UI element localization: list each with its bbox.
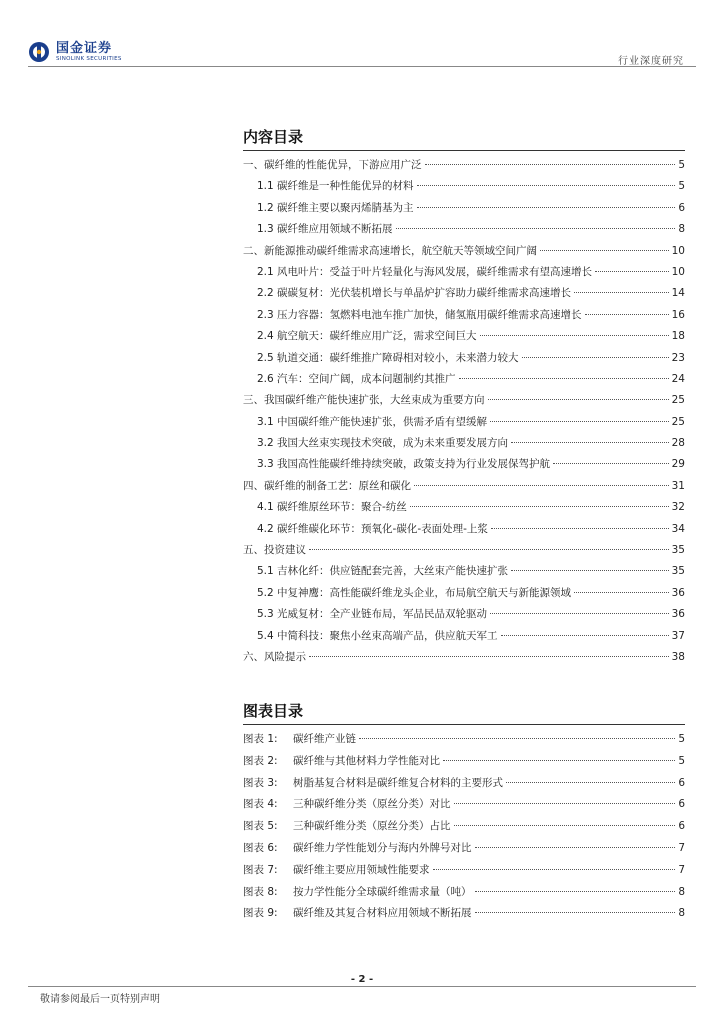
report-type-label: 行业深度研究 xyxy=(618,56,684,67)
toc-page-number: 31 xyxy=(671,479,685,492)
toc-page-number: 35 xyxy=(671,565,685,578)
toc-page-number: 35 xyxy=(671,544,685,557)
figure-leader-dots xyxy=(359,738,675,739)
toc-leader-dots xyxy=(540,250,669,251)
figure-index-link[interactable] xyxy=(243,731,685,753)
toc-section-link[interactable] xyxy=(243,521,685,542)
toc-entry-label: 五、投资建议 xyxy=(243,544,306,557)
toc-entry-label: 3.2 我国大丝束实现技术突破，成为未来重要发展方向 xyxy=(257,437,509,450)
logo-english-name: SINOLINK SECURITIES xyxy=(56,55,122,62)
figure-number: 图表 8: xyxy=(243,885,278,898)
toc-entry-label: 1.2 碳纤维主要以聚丙烯腈基为主 xyxy=(257,201,414,214)
figure-index-link[interactable] xyxy=(243,884,685,906)
toc-chapter-link[interactable] xyxy=(243,542,685,563)
toc-section-link[interactable] xyxy=(243,435,685,456)
figure-number: 图表 2: xyxy=(243,754,278,767)
figure-page-number: 5 xyxy=(678,733,685,745)
toc-leader-dots xyxy=(459,378,669,379)
figure-leader-dots xyxy=(433,869,676,870)
figure-page-number: 7 xyxy=(678,841,685,854)
toc-entry-label: 2.4 航空航天：碳纤维应用广泛，需求空间巨大 xyxy=(257,330,477,343)
toc-leader-dots xyxy=(511,570,669,571)
toc-entry-label: 2.6 汽车：空间广阔，成本问题制约其推广 xyxy=(257,372,456,385)
toc-leader-dots xyxy=(574,592,669,593)
toc-page-number: 36 xyxy=(671,586,685,599)
figure-page-number: 8 xyxy=(678,885,685,898)
toc-entry-label: 5.2 中复神鹰：高性能碳纤维龙头企业，布局航空航天与新能源领域 xyxy=(257,586,572,599)
toc-leader-dots xyxy=(511,442,669,443)
toc-entry-label: 二、新能源推动碳纤维需求高速增长，航空航天等领域空间广阔 xyxy=(243,244,537,257)
figure-leader-dots xyxy=(454,825,676,826)
toc-section-link[interactable] xyxy=(243,628,685,649)
toc-entry-label: 三、我国碳纤维产能快速扩张，大丝束成为重要方向 xyxy=(243,394,485,407)
figure-index-link[interactable] xyxy=(243,753,685,775)
toc-leader-dots xyxy=(480,335,669,336)
toc-section-link[interactable] xyxy=(243,200,685,221)
figure-title: 碳纤维及其复合材料应用领域不断拓展 xyxy=(293,907,472,920)
figure-number: 图表 9: xyxy=(243,907,278,920)
logo-chinese-name: 国金证券 xyxy=(56,40,113,56)
figure-title: 树脂基复合材料是碳纤维复合材料的主要形式 xyxy=(293,776,503,789)
figure-leader-dots xyxy=(443,760,675,761)
toc-page-number: 18 xyxy=(671,330,685,343)
toc-section-link[interactable] xyxy=(243,606,685,627)
figure-number: 图表 6: xyxy=(243,841,278,854)
toc-chapter-link[interactable] xyxy=(243,478,685,499)
toc-section-link[interactable] xyxy=(243,414,685,435)
toc-leader-dots xyxy=(309,656,669,657)
toc-page-number: 23 xyxy=(671,351,685,364)
toc-entry-label: 2.5 轨道交通：碳纤维推广障碍相对较小，未来潜力较大 xyxy=(257,351,519,364)
toc-page-number: 29 xyxy=(671,458,685,471)
toc-section-link[interactable] xyxy=(243,285,685,306)
figure-title: 三种碳纤维分类（原丝分类）对比 xyxy=(293,798,451,811)
disclaimer-note: 敬请参阅最后一页特别声明 xyxy=(40,994,160,1005)
company-logo xyxy=(28,41,122,63)
toc-leader-dots xyxy=(417,207,676,208)
toc-page-number: 25 xyxy=(671,415,685,428)
toc-title-rule xyxy=(243,150,685,151)
toc-leader-dots xyxy=(425,164,676,165)
figure-leader-dots xyxy=(475,891,676,892)
figure-number: 图表 1: xyxy=(243,733,278,745)
figure-page-number: 6 xyxy=(678,820,685,833)
toc-entry-label: 5.4 中简科技：聚焦小丝束高端产品，供应航天军工 xyxy=(257,629,498,642)
toc-section-link[interactable] xyxy=(243,328,685,349)
figure-page-number: 8 xyxy=(678,907,685,920)
toc-entry-label: 5.3 光威复材：全产业链布局，军品民品双轮驱动 xyxy=(257,608,488,621)
figure-index-link[interactable] xyxy=(243,796,685,818)
toc-entry-label: 3.1 中国碳纤维产能快速扩张，供需矛盾有望缓解 xyxy=(257,415,488,428)
toc-section-link[interactable] xyxy=(243,178,685,199)
toc-leader-dots xyxy=(396,228,676,229)
footer-divider xyxy=(28,986,696,987)
toc-entry-label: 六、风险提示 xyxy=(243,650,306,663)
toc-leader-dots xyxy=(553,463,669,464)
figure-index xyxy=(243,698,685,927)
toc-section-link[interactable] xyxy=(243,499,685,520)
figure-title: 碳纤维力学性能划分与海内外牌号对比 xyxy=(293,841,472,854)
toc-entry-label: 四、碳纤维的制备工艺：原丝和碳化 xyxy=(243,479,411,492)
toc-entry-label: 5.1 吉林化纤：供应链配套完善，大丝束产能快速扩张 xyxy=(257,565,509,578)
toc-leader-dots xyxy=(595,271,669,272)
toc-entry-label: 一、碳纤维的性能优异，下游应用广泛 xyxy=(243,159,422,171)
toc-list xyxy=(243,157,685,670)
figure-title: 按力学性能分全球碳纤维需求量（吨） xyxy=(293,885,472,898)
toc-page-number: 25 xyxy=(671,394,685,407)
toc-entry-label: 3.3 我国高性能碳纤维持续突破，政策支持为行业发展保驾护航 xyxy=(257,458,551,471)
figure-title: 碳纤维主要应用领域性能要求 xyxy=(293,863,430,876)
toc-leader-dots xyxy=(417,185,676,186)
figure-number: 图表 5: xyxy=(243,820,278,833)
figure-page-number: 7 xyxy=(678,863,685,876)
toc-chapter-link[interactable] xyxy=(243,157,685,178)
toc-section-link[interactable] xyxy=(243,264,685,285)
figure-list xyxy=(243,731,685,927)
figure-title: 碳纤维产业链 xyxy=(293,733,356,745)
toc-page-number: 8 xyxy=(678,223,685,236)
toc-entry-label: 1.1 碳纤维是一种性能优异的材料 xyxy=(257,180,414,193)
toc-entry-label: 4.2 碳纤维碳化环节：预氧化-碳化-表面处理-上浆 xyxy=(257,522,488,535)
figure-index-link[interactable] xyxy=(243,862,685,884)
toc-page-number: 32 xyxy=(671,501,685,514)
toc-page-number: 24 xyxy=(671,372,685,385)
toc-title: 内容目录 xyxy=(243,128,304,146)
toc-page-number: 16 xyxy=(671,308,685,321)
figure-number: 图表 3: xyxy=(243,776,278,789)
toc-chapter-link[interactable] xyxy=(243,243,685,264)
toc-leader-dots xyxy=(490,421,669,422)
toc-leader-dots xyxy=(414,485,669,486)
toc-leader-dots xyxy=(410,506,669,507)
toc-section-link[interactable] xyxy=(243,456,685,477)
figure-leader-dots xyxy=(506,782,675,783)
toc-page-number: 37 xyxy=(671,629,685,642)
figure-index-title: 图表目录 xyxy=(243,702,304,720)
toc-page-number: 10 xyxy=(671,265,685,278)
toc-leader-dots xyxy=(491,528,669,529)
page-header xyxy=(0,0,724,70)
figure-title: 三种碳纤维分类（原丝分类）占比 xyxy=(293,820,451,833)
toc-page-number: 10 xyxy=(671,244,685,257)
toc-section-link[interactable] xyxy=(243,563,685,584)
toc-page-number: 28 xyxy=(671,437,685,450)
figure-number: 图表 7: xyxy=(243,863,278,876)
toc-page-number: 14 xyxy=(671,287,685,300)
toc-section-link[interactable] xyxy=(243,307,685,328)
header-divider xyxy=(28,66,696,67)
toc-leader-dots xyxy=(585,314,669,315)
toc-page-number: 5 xyxy=(678,180,685,193)
toc-leader-dots xyxy=(501,635,669,636)
toc-entry-label: 1.3 碳纤维应用领域不断拓展 xyxy=(257,223,393,236)
toc-page-number: 36 xyxy=(671,608,685,621)
figure-leader-dots xyxy=(454,803,676,804)
toc-entry-label: 4.1 碳纤维原丝环节：聚合-纺丝 xyxy=(257,501,407,514)
toc-leader-dots xyxy=(488,399,669,400)
figure-index-link[interactable] xyxy=(243,905,685,927)
figure-leader-dots xyxy=(475,912,676,913)
table-of-contents xyxy=(243,124,685,670)
figure-title: 碳纤维与其他材料力学性能对比 xyxy=(293,754,440,767)
toc-leader-dots xyxy=(522,357,669,358)
figure-number: 图表 4: xyxy=(243,798,278,811)
toc-page-number: 38 xyxy=(671,650,685,663)
toc-page-number: 5 xyxy=(678,159,685,171)
toc-chapter-link[interactable] xyxy=(243,649,685,670)
toc-page-number: 34 xyxy=(671,522,685,535)
toc-leader-dots xyxy=(309,549,669,550)
figure-index-link[interactable] xyxy=(243,775,685,797)
toc-page-number: 6 xyxy=(678,201,685,214)
toc-entry-label: 2.3 压力容器：氢燃料电池车推广加快，储氢瓶用碳纤维需求高速增长 xyxy=(257,308,582,321)
toc-section-link[interactable] xyxy=(243,221,685,242)
figure-page-number: 5 xyxy=(678,754,685,767)
figure-index-title-rule xyxy=(243,724,685,725)
page-number: - 2 - xyxy=(350,974,374,985)
figure-index-link[interactable] xyxy=(243,840,685,862)
figure-page-number: 6 xyxy=(678,776,685,789)
figure-leader-dots xyxy=(475,847,676,848)
toc-entry-label: 2.1 风电叶片：受益于叶片轻量化与海风发展，碳纤维需求有望高速增长 xyxy=(257,265,593,278)
figure-index-link[interactable] xyxy=(243,818,685,840)
figure-page-number: 6 xyxy=(678,798,685,811)
toc-section-link[interactable] xyxy=(243,371,685,392)
toc-section-link[interactable] xyxy=(243,350,685,371)
toc-chapter-link[interactable] xyxy=(243,392,685,413)
toc-leader-dots xyxy=(574,292,669,293)
sinolink-logo-icon xyxy=(28,41,50,63)
toc-leader-dots xyxy=(490,613,669,614)
toc-entry-label: 2.2 碳碳复材：光伏装机增长与单晶炉扩容助力碳纤维需求高速增长 xyxy=(257,287,572,300)
toc-section-link[interactable] xyxy=(243,585,685,606)
